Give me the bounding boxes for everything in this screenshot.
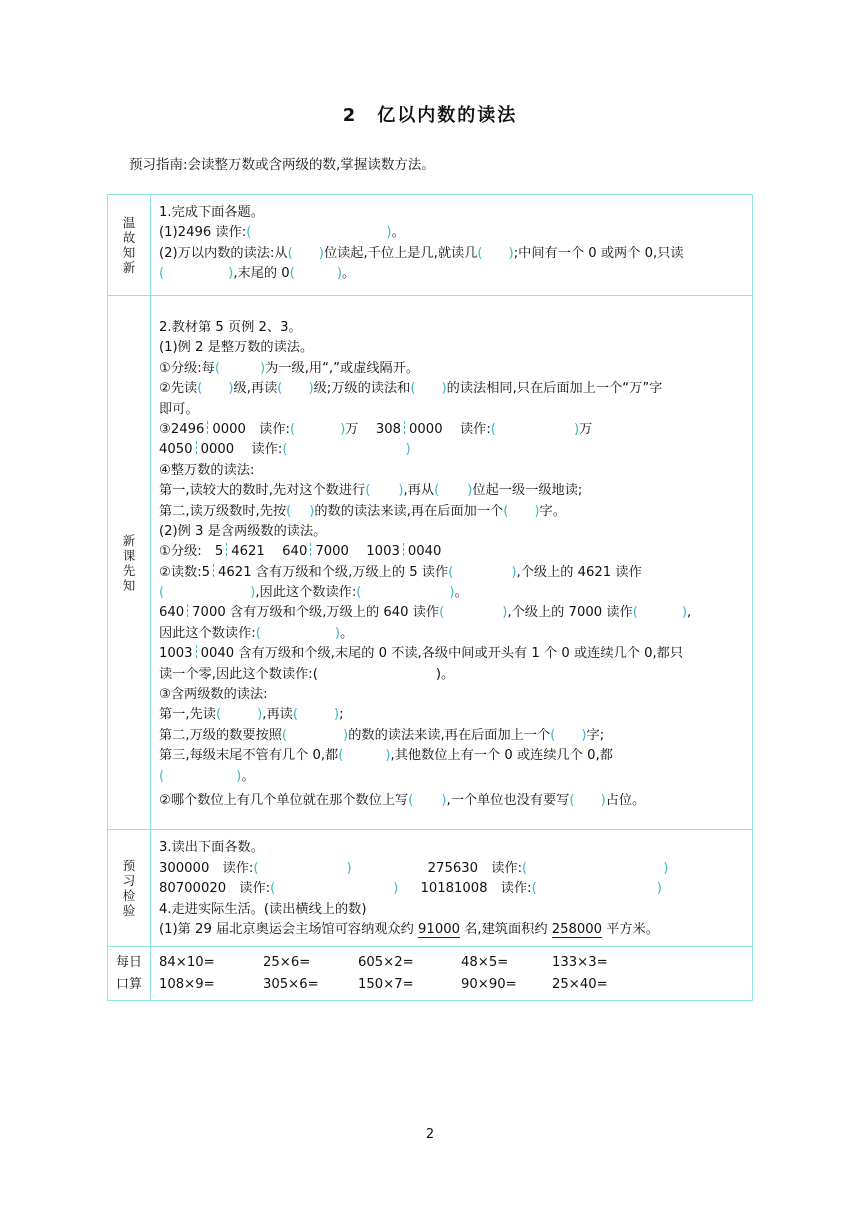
answer-blank[interactable] [290,420,345,440]
answer-blank[interactable] [338,746,390,766]
answer-blank[interactable] [434,481,472,501]
answer-blank[interactable] [293,705,339,725]
section-check [108,830,753,947]
section-daily [108,947,753,1001]
answer-blank[interactable] [215,359,265,379]
answer-blank[interactable] [270,879,398,899]
answer-blank[interactable] [491,420,579,440]
question-heading: 1.完成下面各题。 [159,205,264,220]
answer-blank[interactable] [569,791,605,811]
question-heading: 4.走进实际生活。(读出横线上的数) [159,901,367,917]
underlined-number: 91000 [418,921,460,937]
answer-blank[interactable] [448,563,516,583]
question-heading: 3.读出下面各数。 [159,840,264,856]
question-heading: 2.教材第 5 页例 2、3。 [159,320,302,335]
question-line: (2)万以内数的读法:从( ) 位读起,千位上是几,就读几( ) ;中间有一个 0 或两个 0,只读 [159,244,752,264]
dashed-separator [207,421,209,434]
answer-blank[interactable] [256,624,340,644]
answer-blank[interactable] [246,223,391,243]
answer-blank[interactable] [282,726,348,746]
answer-blank[interactable] [550,726,586,746]
answer-blank[interactable] [290,264,342,284]
question-line: (1)2496 读作:( ) 。 [159,223,752,243]
dashed-separator [404,421,406,434]
answer-blank[interactable] [522,859,668,879]
question-line: ( ),末尾的 0( ) 。 [159,264,752,284]
dashed-separator [196,441,198,454]
answer-blank[interactable] [477,244,513,264]
dashed-separator [226,543,228,556]
preview-guide: 预习指南:会读整万数或含两级的数,掌握读数方法。 [129,157,435,173]
answer-blank[interactable] [439,603,507,623]
answer-blank[interactable] [253,859,351,879]
section-content-daily [151,947,753,1001]
answer-blank[interactable] [365,481,403,501]
answer-blank[interactable] [159,583,255,603]
dashed-separator [187,604,189,617]
answer-blank[interactable] [356,583,454,603]
section-label-check: 预 习 检 验 [108,830,151,947]
answer-blank[interactable] [532,879,662,899]
section-review [108,195,753,296]
section-label-daily: 每日 口算 [108,947,151,1001]
page-number: 2 [425,1127,435,1142]
answer-blank[interactable] [286,502,314,522]
dashed-separator [310,543,312,556]
answer-blank[interactable] [282,440,410,460]
section-label-newlesson: 新 课 先 知 [108,296,151,830]
answer-blank[interactable] [159,264,233,284]
section-content-newlesson: 2.教材第 5 页例 2、3。 (1)例 2 是整万数的读法。 ①分级:每( ) 为一级,用“,”或虚线隔开。 ②先读( ) 级,再读( ) 级;万级的读法和( ) 的读法相同,只在后面加上一个“万”字 即可。 ③2496 0000 读作:( ) 万 308 0000 读作:( ) 万 4050 0000 读作:( ) ④整万数的读法: 第一,读较大的数时,先对这个数进行( ) ,再从( ) 位起一级一级地读; 第二,读万级数时,先按( ) 的数的读法来读,再在后面加一个( ) 字。 (2)例 3 是含两级数的读法。 ①分级: 5 4621 640 7000 1003 0040 ②读数:5 4621 含有万级和个级,万级上的 5 读作( ) ,个级上的 4621 读作 ( ),因此这个数读作:( ) 。 640 7000 含有万级和个级,万级上的 640 读作( ) ,个级上的 7000 读作( ) , 因此这个数读作:( ) 。 1003 0040 含有万级和个级,末尾的 0 不读,各级中间或开头有 1 个 0 或连续几个 0,都只 读一个零,因此这个数读作:( )。 ③含两级数的读法: 第一,先读( ) ,再读( ) ; 第二,万级的数要按照( ) 的数的读法来读,再在后面加上一个( ) 字; 第三,每级末尾不管有几个 0,都( ) ,其他数位上有一个 0 或连续几个 0,都 ( )。 ②哪个数位上有几个单位就在那个数位上写( ) ,一个单位也没有要写( ) 占位。 [151,296,753,830]
answer-blank[interactable] [277,379,313,399]
section-newlesson [108,296,753,830]
answer-blank[interactable] [408,791,446,811]
underlined-number: 258000 [551,921,603,937]
answer-blank[interactable] [288,244,324,264]
page-title: 2 亿以内数的读法 [342,105,518,126]
section-content-review [151,195,753,296]
dashed-separator [213,564,215,577]
answer-blank[interactable] [197,379,233,399]
answer-blank[interactable] [633,603,687,623]
answer-blank[interactable] [410,379,446,399]
answer-blank[interactable] [216,705,262,725]
section-label-review: 温 故 知 新 [108,195,151,296]
dashed-separator [196,645,198,658]
mental-math-row: 108×9= 305×6= 150×7= 90×90= 25×40= [159,977,608,993]
section-content-check: 3.读出下面各数。 300000 读作:( ) 275630 读作:( ) 80700020 读作:( ) 10181008 读作:( ) 4.走进实际生活。(读出横线上的数) (1)第 29 届北京奥运会主场馆可容纳观众约 91000 名,建筑面积约 258000 平方米。 [151,830,753,947]
dashed-separator [403,543,405,556]
answer-blank[interactable] [159,767,241,787]
answer-blank[interactable] [503,502,539,522]
mental-math-row: 84×10= 25×6= 605×2= 48×5= 133×3= [159,955,608,971]
worksheet-table [107,194,753,1001]
